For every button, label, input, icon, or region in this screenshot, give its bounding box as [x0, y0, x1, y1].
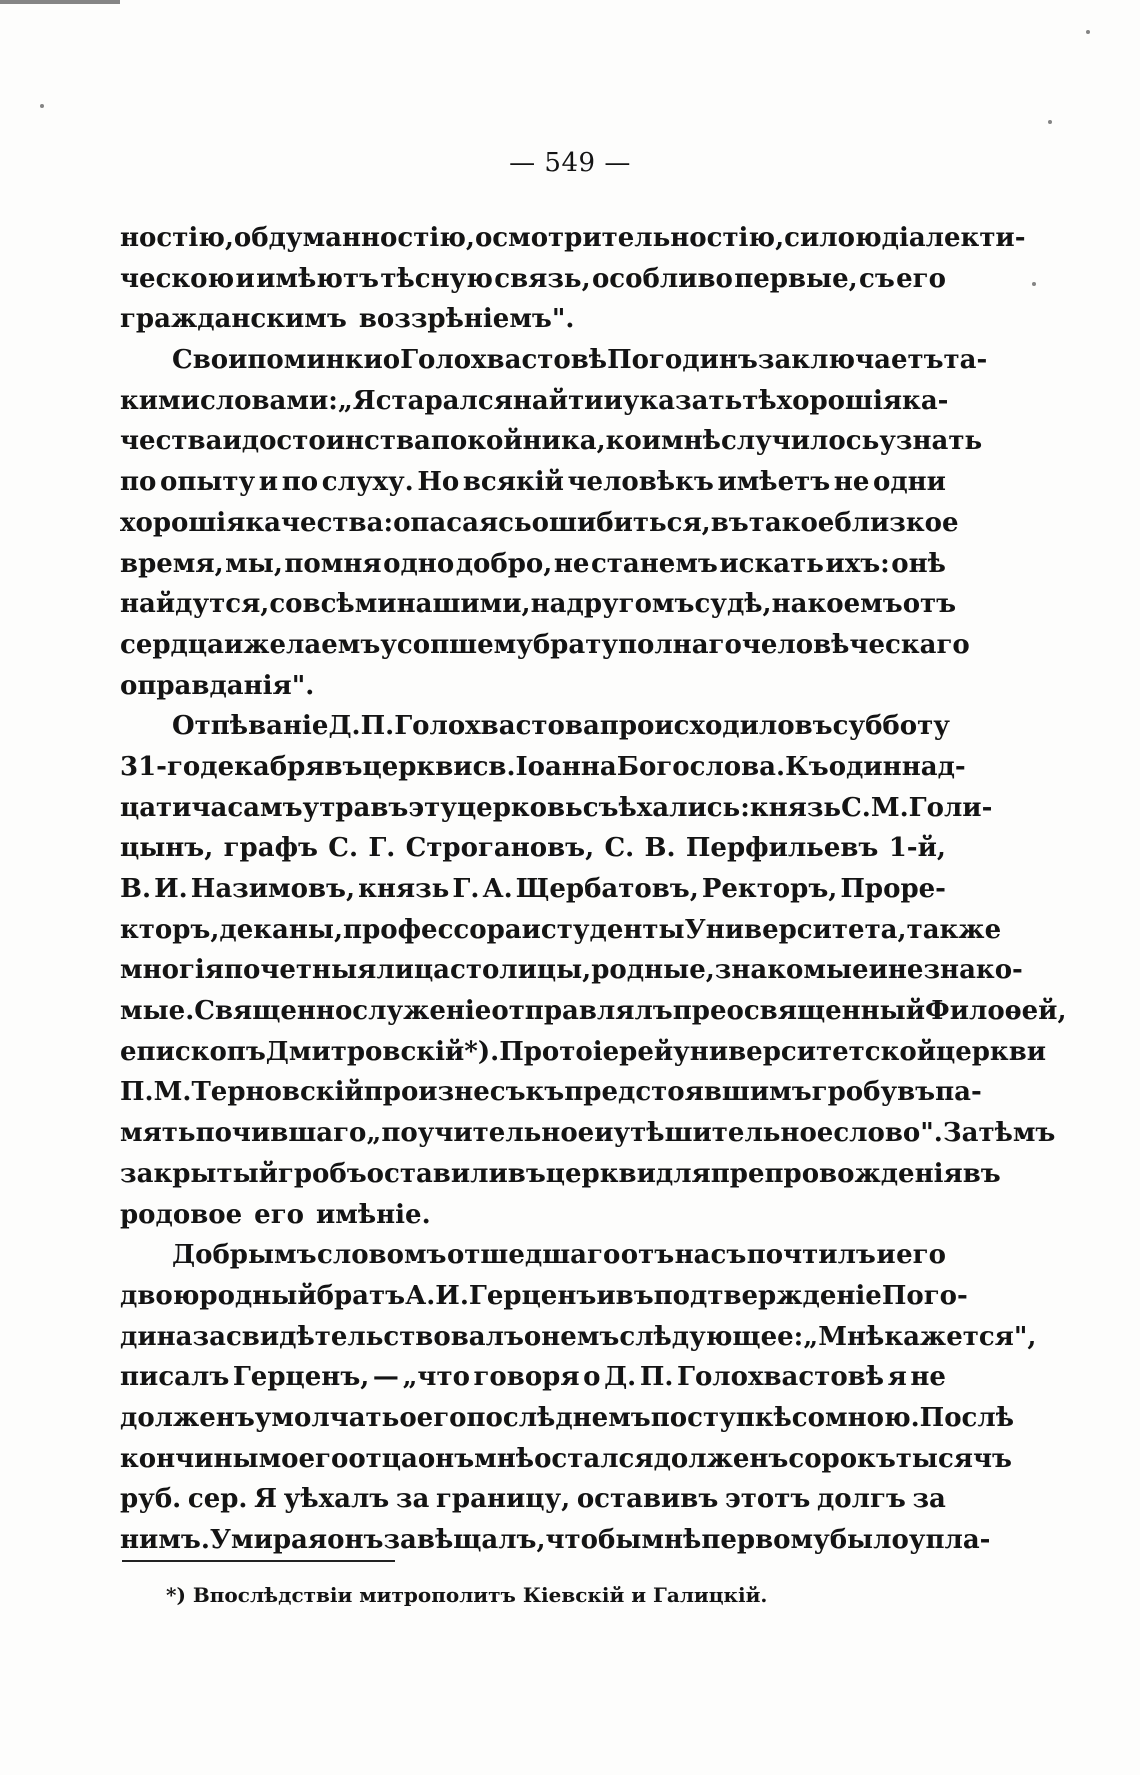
word: его	[254, 1199, 304, 1230]
word: Іоанна	[515, 751, 617, 782]
word: мы,	[225, 548, 283, 579]
word: станемъ	[590, 548, 718, 579]
word: *).	[464, 1036, 500, 1067]
word: С.	[328, 833, 359, 864]
word: узнать	[879, 426, 983, 457]
word: и	[876, 1240, 896, 1271]
word: упла-	[908, 1525, 991, 1555]
word: тысячъ	[895, 1443, 1012, 1474]
word: ошибиться,	[531, 507, 711, 538]
word: гробъ	[277, 1158, 367, 1189]
word: онъ	[417, 1443, 475, 1474]
word: М.	[870, 792, 909, 823]
word: о	[399, 1402, 417, 1433]
word: Проре-	[840, 874, 946, 904]
word: почившаго	[195, 1118, 367, 1149]
scan-speck	[1048, 120, 1052, 124]
text-line	[120, 381, 949, 422]
word: Пого-	[881, 1280, 968, 1311]
word: уѣхалъ	[283, 1484, 390, 1515]
word: та-	[943, 345, 988, 376]
word: желаемъ	[243, 629, 381, 660]
word: мнѣ	[661, 426, 721, 457]
word: слѣдующее:	[619, 1321, 804, 1352]
word: и	[603, 385, 623, 416]
word: отъ	[902, 589, 957, 620]
word: предстоявшимъ	[564, 1077, 812, 1108]
word: Погодинъ	[607, 345, 758, 376]
word: дина	[120, 1321, 193, 1352]
text-line	[120, 625, 970, 666]
word: хорошія	[120, 507, 246, 538]
word: осмотрительностію,	[474, 223, 785, 253]
word: произнесъ	[363, 1077, 526, 1108]
word: заключаетъ	[757, 345, 944, 376]
word: кончины	[120, 1443, 259, 1474]
word: поступкѣ	[650, 1402, 792, 1433]
word: многія	[120, 955, 224, 986]
text-line	[120, 950, 1023, 991]
word: было	[829, 1525, 909, 1555]
word: его	[896, 263, 946, 294]
word: Д.	[328, 711, 361, 742]
word: силою	[784, 223, 882, 253]
word: писалъ	[120, 1362, 230, 1393]
word: Голохвастова	[394, 711, 600, 742]
word: указать	[622, 385, 743, 416]
word: усопшему	[380, 629, 533, 660]
word: съ	[859, 263, 895, 294]
word: цати	[120, 792, 192, 823]
word: для	[655, 1158, 711, 1189]
word: С.	[841, 792, 871, 823]
word: тѣсную	[380, 263, 493, 294]
word: часамъ	[191, 792, 303, 823]
word: остался	[534, 1443, 654, 1474]
word: Къ	[785, 751, 829, 782]
text-line	[120, 503, 959, 544]
word: братъ	[316, 1280, 406, 1311]
word: брату	[532, 629, 618, 660]
word: долгъ	[816, 1484, 906, 1515]
word: кторъ,	[120, 914, 220, 945]
word: слово".	[833, 1118, 943, 1149]
word: св.	[472, 751, 516, 782]
word: „Я	[337, 385, 376, 416]
word: его	[896, 1240, 946, 1271]
word: Голохвастовѣ	[400, 345, 608, 376]
word: по	[281, 467, 319, 498]
word: въ	[615, 1280, 654, 1311]
word: добро,	[455, 548, 553, 579]
word: П.	[120, 1077, 154, 1108]
word: Затѣмъ	[942, 1118, 1056, 1149]
word: случилось	[720, 426, 880, 457]
word: и	[868, 955, 888, 986]
word: знакомые	[714, 955, 869, 986]
word: П.	[360, 711, 395, 742]
scan-speck	[1032, 282, 1036, 286]
scan-edge-mark	[0, 0, 120, 4]
word: церковь	[456, 792, 583, 823]
word: 1-й,	[888, 833, 946, 864]
text-line	[120, 259, 946, 300]
word: не	[833, 467, 870, 498]
text-line	[120, 299, 946, 340]
text-line	[120, 340, 988, 381]
word: лица	[376, 955, 451, 986]
text-line	[120, 1479, 946, 1520]
text-line	[120, 1520, 991, 1561]
word: Герценъ,	[232, 1362, 370, 1393]
word: преосвященный	[672, 996, 926, 1027]
word: происходило	[599, 711, 795, 742]
word: въ	[962, 1158, 1001, 1189]
word: сер.	[187, 1484, 248, 1515]
word: въ	[507, 1158, 546, 1189]
word: достоинства	[241, 426, 431, 457]
word: мнѣ	[474, 1443, 535, 1474]
word: не	[553, 548, 590, 579]
word: ческою	[120, 263, 235, 294]
word: Умирая	[209, 1525, 328, 1555]
word: Протоіерей	[499, 1036, 674, 1067]
word: Щербатовъ,	[515, 874, 699, 904]
word: В.	[644, 833, 676, 864]
word: подтвержденіе	[653, 1280, 882, 1311]
text-line	[120, 1317, 1037, 1358]
word: хорошія	[776, 385, 903, 416]
word: его	[416, 1402, 467, 1433]
text-line	[120, 828, 946, 869]
word: Г.	[452, 874, 480, 904]
word: Ректоръ,	[701, 874, 838, 904]
word: коемъ	[807, 589, 903, 620]
word: этотъ	[724, 1484, 811, 1515]
word: имѣетъ	[717, 467, 831, 498]
word: одиннад-	[828, 751, 966, 782]
word: чтобы	[545, 1525, 642, 1555]
word: мною.	[824, 1402, 920, 1433]
word: эту	[408, 792, 457, 823]
word: Священнослуженіе	[194, 996, 492, 1027]
word: цынъ,	[120, 833, 214, 864]
word: субботу	[832, 711, 950, 742]
word: немъ	[541, 1321, 620, 1352]
word: деканы,	[219, 914, 344, 945]
word: кои	[605, 426, 662, 457]
word: словомъ	[317, 1240, 447, 1271]
word: руб.	[120, 1484, 182, 1515]
word: отъ	[620, 1240, 675, 1271]
word: Я	[254, 1484, 278, 1515]
scan-speck	[1086, 30, 1090, 34]
word: князь	[749, 792, 842, 823]
word: покойника,	[430, 426, 606, 457]
word: въ	[794, 711, 833, 742]
text-line	[120, 421, 983, 462]
word: студенты	[540, 914, 685, 945]
word: человѣческаго	[741, 629, 970, 660]
word: Строгановъ,	[405, 833, 595, 864]
word: онѣ	[891, 548, 946, 579]
word: другомъ	[566, 589, 695, 620]
word: кими	[120, 385, 200, 416]
text-line	[120, 706, 950, 747]
word: Голохвастовѣ	[677, 1362, 885, 1393]
text-line	[120, 1276, 968, 1317]
word: „Мнѣ	[803, 1321, 885, 1352]
word: церкви	[362, 751, 473, 782]
word: Назимовъ,	[190, 874, 356, 904]
word: Филоѳей,	[925, 996, 1067, 1027]
word: столицы,	[450, 955, 592, 986]
word: одно	[383, 548, 455, 579]
word: нашими,	[396, 589, 531, 620]
text-line	[120, 788, 993, 829]
word: М.	[153, 1077, 192, 1108]
word: діалекти-	[881, 223, 1026, 253]
text-line	[120, 1439, 1012, 1480]
word: за	[395, 1484, 430, 1515]
word: мять	[120, 1118, 196, 1149]
word: почтилъ	[746, 1240, 876, 1271]
word: Отпѣваніе	[172, 711, 329, 742]
word: завѣщалъ,	[383, 1525, 546, 1555]
word: особливо	[591, 263, 733, 294]
word: и	[222, 426, 242, 457]
word: со	[791, 1402, 825, 1433]
word: оставивъ	[576, 1484, 719, 1515]
word: обдуманностію,	[233, 223, 475, 253]
word: онъ	[327, 1525, 384, 1555]
word: отшедшаго	[446, 1240, 621, 1271]
text-line	[120, 910, 1002, 951]
word: и	[596, 1280, 616, 1311]
word: С.	[604, 833, 635, 864]
word: и	[258, 467, 279, 498]
word: въ	[710, 507, 749, 538]
word: судѣ,	[694, 589, 772, 620]
word: ностію,	[120, 223, 234, 253]
word: оправданія".	[120, 670, 315, 701]
word: незнако-	[887, 955, 1023, 986]
word: чества	[120, 426, 223, 457]
word: Г.	[368, 833, 396, 864]
word: родовое	[120, 1199, 243, 1230]
word: па-	[935, 1077, 982, 1108]
word: церкви	[936, 1036, 1047, 1067]
word: декабря	[200, 751, 325, 782]
word: профессора	[343, 914, 522, 945]
word: умолчать	[254, 1402, 400, 1433]
word: А.	[482, 874, 513, 904]
word: отправлялъ	[491, 996, 673, 1027]
word: „что	[402, 1362, 470, 1393]
word: ихъ:	[825, 548, 890, 579]
page-number: — 549 —	[509, 148, 631, 178]
word: Дмитровскій	[265, 1036, 465, 1067]
word: къ	[525, 1077, 565, 1108]
word: родные,	[591, 955, 715, 986]
word: кажется",	[884, 1321, 1037, 1352]
text-line	[120, 584, 957, 625]
word: Д.	[604, 1362, 637, 1393]
word: на	[771, 589, 808, 620]
word: Добрымъ	[172, 1240, 317, 1271]
word: засвидѣтельствовалъ	[192, 1321, 524, 1352]
word: время,	[120, 548, 224, 579]
word: моего	[258, 1443, 349, 1474]
word: И.	[154, 874, 188, 904]
word: сорокъ	[788, 1443, 896, 1474]
word: качества:	[245, 507, 394, 538]
word: гражданскимъ	[120, 304, 347, 335]
word: В.	[120, 874, 152, 904]
word: также	[906, 914, 1002, 945]
word: одни	[872, 467, 946, 498]
word: сердца	[120, 629, 224, 660]
word: закрытый	[120, 1158, 278, 1189]
text-line	[120, 1154, 1001, 1195]
word: я	[887, 1362, 907, 1393]
word: мые.	[120, 996, 195, 1027]
word: и	[521, 914, 541, 945]
word: „поучительное	[366, 1118, 595, 1149]
word: и	[594, 1118, 614, 1149]
footnote-divider	[122, 1560, 395, 1562]
text-line	[120, 1398, 1014, 1439]
text-line	[120, 1032, 1047, 1073]
word: старался	[375, 385, 513, 416]
word: послѣднемъ	[466, 1402, 651, 1433]
text-line	[120, 1235, 946, 1276]
word: нимъ.	[120, 1525, 210, 1555]
word: съѣхались:	[582, 792, 750, 823]
word: слуху.	[321, 467, 414, 498]
word: границу,	[435, 1484, 571, 1515]
text-line	[120, 462, 946, 503]
word: связь,	[494, 263, 591, 294]
word: —	[372, 1362, 399, 1393]
word: всѣми	[302, 589, 397, 620]
text-line	[120, 1357, 946, 1398]
word: не	[910, 1362, 946, 1393]
word: Герценъ	[468, 1280, 597, 1311]
word: ка-	[902, 385, 949, 416]
word: говоря	[473, 1362, 580, 1393]
word: такое	[748, 507, 835, 538]
text-line	[120, 666, 946, 707]
word: опыту	[159, 467, 256, 498]
word: на	[530, 589, 567, 620]
word: найдутся,	[120, 589, 270, 620]
footnote: *) Впослѣдствіи митрополитъ Кіевскій и Галицкій.	[166, 1583, 768, 1607]
word: гробу	[811, 1077, 898, 1108]
word: помня	[284, 548, 382, 579]
body-text	[120, 218, 1067, 1561]
word: воззрѣніемъ".	[358, 304, 575, 335]
word: въ	[370, 792, 409, 823]
word: церкви	[545, 1158, 656, 1189]
word: словами:	[199, 385, 338, 416]
word: имѣніе.	[315, 1199, 431, 1230]
word: со	[269, 589, 303, 620]
word: долженъ	[653, 1443, 789, 1474]
word: искать	[719, 548, 824, 579]
word: о	[523, 1321, 542, 1352]
word: полнаго	[617, 629, 742, 660]
word: Но	[417, 467, 460, 498]
text-line	[120, 1195, 946, 1236]
word: университетской	[673, 1036, 936, 1067]
word: опасаясь	[393, 507, 532, 538]
word: и	[223, 629, 244, 660]
word: въ	[324, 751, 363, 782]
word: въ	[897, 1077, 936, 1108]
word: Терновскій	[191, 1077, 364, 1108]
word: имѣютъ	[256, 263, 380, 294]
word: 31-го	[120, 751, 201, 782]
word: мнѣ	[641, 1525, 702, 1555]
word: графъ	[223, 833, 318, 864]
word: первые,	[734, 263, 858, 294]
word: препровожденія	[710, 1158, 963, 1189]
word: двоюродный	[120, 1280, 317, 1311]
word: найти	[512, 385, 604, 416]
word: за	[912, 1484, 946, 1515]
word: Послѣ	[919, 1402, 1014, 1433]
word: первому	[701, 1525, 830, 1555]
word: утра	[302, 792, 371, 823]
text-line	[120, 218, 1026, 259]
text-line	[120, 869, 946, 910]
word: всякій	[462, 467, 564, 498]
word: А.	[405, 1280, 436, 1311]
text-line	[120, 1072, 982, 1113]
text-line	[120, 991, 1067, 1032]
word: И.	[435, 1280, 469, 1311]
scan-speck	[40, 104, 44, 108]
word: князь	[358, 874, 450, 904]
word: поминки	[247, 345, 383, 376]
word: отца	[348, 1443, 418, 1474]
word: Университета,	[684, 914, 907, 945]
word: Голи-	[908, 792, 993, 823]
word: насъ	[674, 1240, 747, 1271]
text-line	[120, 544, 946, 585]
word: о	[583, 1362, 601, 1393]
word: близкое	[834, 507, 959, 538]
word: тѣ	[742, 385, 777, 416]
text-line	[120, 747, 966, 788]
word: П.	[639, 1362, 674, 1393]
word: человѣкъ	[567, 467, 714, 498]
word: и	[235, 263, 255, 294]
word: оставили	[366, 1158, 508, 1189]
word: утѣшительное	[613, 1118, 834, 1149]
word: епископъ	[120, 1036, 266, 1067]
word: по	[120, 467, 157, 498]
text-line	[120, 1113, 1056, 1154]
word: Богослова.	[616, 751, 786, 782]
word: долженъ	[120, 1402, 255, 1433]
word: Перфильевъ	[685, 833, 879, 864]
word: почетныя	[223, 955, 377, 986]
word: о	[382, 345, 401, 376]
word: Свои	[172, 345, 248, 376]
